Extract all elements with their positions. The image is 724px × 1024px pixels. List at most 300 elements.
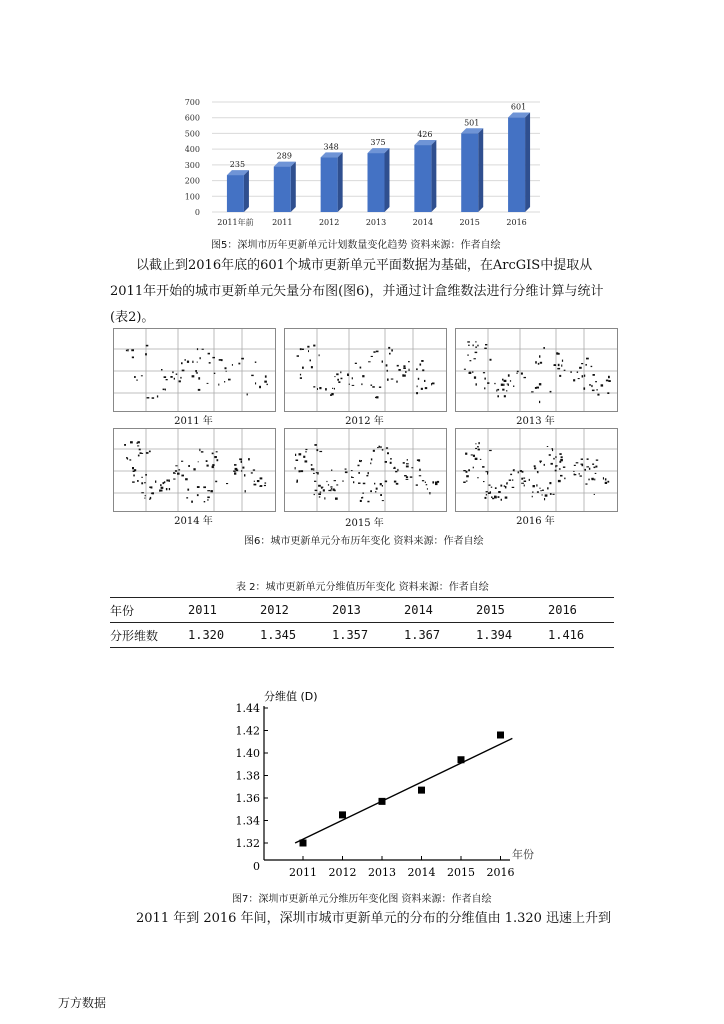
table2-caption: 表 2：城市更新单元分维值历年变化 资料来源：作者自绘 [236, 582, 489, 593]
urban-renewal-parcel [524, 481, 527, 483]
urban-renewal-parcel [382, 485, 383, 487]
urban-renewal-parcel [179, 380, 181, 382]
urban-renewal-parcel [382, 449, 384, 451]
y-tick-label: 1.36 [235, 792, 260, 805]
urban-renewal-parcel [315, 490, 318, 491]
urban-renewal-parcel [466, 471, 468, 473]
urban-renewal-parcel [300, 348, 302, 350]
urban-renewal-parcel [264, 381, 267, 383]
urban-renewal-parcel [152, 397, 155, 399]
urban-renewal-parcel [129, 459, 131, 460]
urban-renewal-parcel [328, 484, 329, 485]
urban-renewal-parcel [331, 470, 332, 471]
data-point [497, 732, 504, 739]
urban-renewal-parcel [581, 464, 583, 465]
data-point [379, 798, 386, 805]
table-cell: 1.357 [332, 623, 404, 648]
urban-renewal-parcel [549, 482, 551, 484]
urban-renewal-parcel [145, 495, 146, 496]
urban-renewal-parcel [308, 350, 309, 352]
urban-renewal-parcel [536, 484, 537, 486]
urban-renewal-parcel [225, 367, 227, 369]
urban-renewal-parcel [585, 483, 587, 484]
table-header-cell: 2012 [260, 598, 332, 623]
urban-renewal-parcel [360, 461, 362, 463]
urban-renewal-parcel [300, 377, 302, 379]
urban-renewal-parcel [382, 361, 383, 363]
urban-renewal-parcel [360, 500, 362, 502]
urban-renewal-parcel [141, 375, 143, 376]
urban-renewal-parcel [489, 450, 492, 451]
urban-renewal-parcel [177, 473, 180, 475]
urban-renewal-parcel [174, 378, 175, 380]
urban-renewal-parcel [517, 371, 519, 373]
urban-renewal-parcel [265, 375, 267, 377]
urban-renewal-parcel [473, 467, 474, 469]
map-label-2014: 2014 年 [174, 516, 213, 527]
urban-renewal-parcel [492, 498, 494, 499]
urban-renewal-parcel [336, 484, 338, 485]
urban-renewal-parcel [374, 483, 375, 485]
urban-renewal-parcel [491, 496, 492, 498]
urban-renewal-parcel [593, 374, 595, 376]
urban-renewal-parcel [591, 366, 593, 367]
urban-renewal-parcel [573, 471, 574, 472]
urban-renewal-parcel [233, 470, 236, 472]
urban-renewal-parcel [589, 468, 590, 470]
urban-renewal-parcel [313, 386, 315, 387]
x-tick-label: 2011 [272, 218, 293, 227]
urban-renewal-parcel [175, 465, 177, 466]
urban-renewal-parcel [608, 380, 611, 382]
map-panel-2016 [455, 428, 618, 512]
urban-renewal-parcel [210, 490, 213, 492]
data-point [339, 811, 346, 818]
urban-renewal-parcel [490, 359, 492, 361]
urban-renewal-parcel [198, 461, 199, 462]
urban-renewal-parcel [550, 391, 552, 393]
urban-renewal-parcel [214, 373, 216, 374]
urban-renewal-parcel [319, 451, 322, 452]
urban-renewal-parcel [234, 472, 236, 474]
urban-renewal-parcel [193, 468, 195, 470]
urban-renewal-parcel [311, 468, 313, 470]
urban-renewal-parcel [485, 344, 487, 345]
y-tick-label: 1.44 [235, 702, 260, 715]
urban-renewal-parcel [564, 478, 565, 480]
urban-renewal-parcel [368, 472, 369, 474]
urban-renewal-parcel [197, 362, 198, 363]
urban-renewal-parcel [431, 383, 432, 385]
urban-renewal-parcel [473, 455, 475, 457]
urban-renewal-parcel [594, 479, 595, 481]
bar-data-label: 501 [464, 118, 480, 128]
urban-renewal-parcel [478, 449, 480, 451]
urban-renewal-parcel [504, 395, 506, 397]
figure7-scatter-chart [226, 688, 566, 880]
urban-renewal-parcel [518, 471, 519, 473]
urban-renewal-parcel [325, 388, 327, 390]
urban-renewal-parcel [197, 486, 200, 488]
urban-renewal-parcel [406, 463, 409, 464]
urban-renewal-parcel [362, 375, 364, 377]
urban-renewal-parcel [544, 464, 545, 466]
urban-renewal-parcel [588, 479, 589, 481]
urban-renewal-parcel [563, 467, 565, 468]
urban-renewal-parcel [182, 370, 185, 372]
urban-renewal-parcel [494, 496, 497, 498]
urban-renewal-parcel [409, 369, 410, 371]
urban-renewal-parcel [396, 381, 397, 383]
urban-renewal-parcel [595, 473, 597, 474]
urban-renewal-parcel [212, 453, 214, 455]
urban-renewal-parcel [138, 455, 140, 457]
urban-renewal-parcel [303, 456, 305, 458]
urban-renewal-parcel [523, 478, 525, 479]
urban-renewal-parcel [577, 372, 578, 373]
urban-renewal-parcel [264, 485, 266, 486]
urban-renewal-parcel [570, 371, 571, 373]
urban-renewal-parcel [484, 387, 485, 389]
data-point [418, 787, 425, 794]
urban-renewal-parcel [486, 471, 487, 472]
table-cell: 分形维数 [110, 623, 188, 648]
urban-renewal-parcel [506, 390, 507, 391]
y-tick-label: 400 [184, 145, 200, 155]
urban-renewal-parcel [197, 494, 199, 496]
urban-renewal-parcel [579, 473, 581, 474]
urban-renewal-parcel [559, 375, 561, 377]
urban-renewal-parcel [187, 361, 189, 363]
urban-renewal-parcel [466, 481, 468, 482]
urban-renewal-parcel [512, 479, 513, 480]
urban-renewal-parcel [466, 475, 469, 477]
urban-renewal-parcel [150, 497, 151, 499]
urban-renewal-parcel [486, 494, 487, 496]
urban-renewal-parcel [583, 387, 585, 389]
urban-renewal-parcel [558, 364, 560, 366]
urban-renewal-parcel [141, 477, 143, 478]
urban-renewal-parcel [377, 447, 379, 448]
urban-renewal-parcel [197, 348, 198, 350]
urban-renewal-parcel [395, 471, 397, 472]
urban-renewal-parcel [181, 461, 183, 462]
y-tick-label: 100 [184, 192, 200, 202]
urban-renewal-parcel [425, 482, 426, 483]
urban-renewal-parcel [196, 372, 198, 373]
urban-renewal-parcel [319, 496, 321, 497]
urban-renewal-parcel [463, 482, 466, 484]
urban-renewal-parcel [595, 381, 597, 382]
urban-renewal-parcel [358, 483, 361, 484]
x-tick-label: 2014 [407, 866, 436, 879]
urban-renewal-parcel [536, 387, 539, 389]
urban-renewal-parcel [145, 353, 147, 355]
urban-renewal-parcel [370, 463, 371, 465]
urban-renewal-parcel [352, 477, 354, 478]
urban-renewal-parcel [516, 373, 517, 374]
urban-renewal-parcel [471, 454, 473, 455]
urban-renewal-parcel [543, 347, 545, 349]
urban-renewal-parcel [559, 461, 561, 463]
urban-renewal-parcel [475, 341, 476, 342]
x-tick-label: 2011年前 [217, 218, 254, 227]
urban-renewal-parcel [495, 487, 497, 489]
urban-renewal-parcel [137, 441, 140, 443]
urban-renewal-parcel [173, 479, 175, 480]
urban-renewal-parcel [559, 453, 561, 455]
urban-renewal-parcel [353, 481, 354, 483]
urban-renewal-parcel [478, 442, 479, 444]
urban-renewal-parcel [426, 484, 428, 485]
urban-renewal-parcel [334, 376, 335, 377]
urban-renewal-parcel [335, 498, 338, 500]
urban-renewal-parcel [349, 384, 350, 385]
urban-renewal-parcel [126, 350, 127, 352]
urban-renewal-parcel [508, 374, 510, 376]
urban-renewal-parcel [137, 445, 139, 446]
urban-renewal-parcel [503, 384, 504, 386]
urban-renewal-parcel [411, 467, 413, 468]
urban-renewal-parcel [331, 488, 332, 489]
bar-data-label: 601 [510, 102, 527, 112]
y-tick-label: 0 [253, 860, 260, 873]
bar-side [291, 162, 296, 212]
urban-renewal-parcel [379, 387, 381, 388]
bar-data-label: 426 [417, 130, 433, 140]
urban-renewal-parcel [209, 362, 211, 364]
urban-renewal-parcel [334, 480, 336, 481]
urban-renewal-parcel [497, 389, 499, 391]
urban-renewal-parcel [376, 351, 379, 353]
urban-renewal-parcel [596, 389, 597, 390]
urban-renewal-parcel [318, 493, 321, 495]
urban-renewal-parcel [141, 453, 144, 454]
urban-renewal-parcel [542, 490, 544, 491]
urban-renewal-parcel [509, 480, 511, 481]
urban-renewal-parcel [181, 475, 184, 477]
urban-renewal-parcel [539, 355, 540, 357]
urban-renewal-parcel [191, 501, 193, 503]
urban-renewal-parcel [521, 373, 523, 375]
bar-side [244, 170, 249, 212]
urban-renewal-parcel [172, 371, 173, 373]
urban-renewal-parcel [592, 390, 595, 392]
urban-renewal-parcel [355, 363, 357, 364]
urban-renewal-parcel [370, 490, 372, 492]
urban-renewal-parcel [265, 482, 267, 483]
urban-renewal-parcel [396, 483, 399, 485]
urban-renewal-parcel [132, 357, 134, 359]
urban-renewal-parcel [313, 473, 315, 474]
urban-renewal-parcel [297, 355, 299, 357]
x-tick-label: 2015 [447, 866, 475, 879]
urban-renewal-parcel [480, 459, 481, 460]
urban-renewal-parcel [146, 345, 149, 347]
urban-renewal-parcel [472, 371, 473, 372]
urban-renewal-parcel [397, 365, 399, 367]
urban-renewal-parcel [592, 479, 594, 480]
urban-renewal-parcel [574, 474, 577, 475]
urban-renewal-parcel [432, 383, 435, 385]
urban-renewal-parcel [416, 368, 418, 370]
urban-renewal-parcel [531, 391, 534, 392]
urban-renewal-parcel [257, 480, 260, 482]
urban-renewal-parcel [254, 481, 255, 482]
urban-renewal-parcel [212, 466, 214, 468]
urban-renewal-parcel [361, 497, 362, 499]
y-tick-label: 1.42 [235, 724, 260, 738]
urban-renewal-parcel [207, 497, 210, 499]
urban-renewal-parcel [216, 451, 218, 452]
urban-renewal-parcel [559, 468, 561, 469]
urban-renewal-parcel [537, 491, 539, 493]
urban-renewal-parcel [314, 481, 316, 482]
urban-renewal-parcel [397, 469, 398, 471]
urban-renewal-parcel [207, 499, 208, 500]
urban-renewal-parcel [160, 484, 162, 486]
urban-renewal-parcel [178, 469, 180, 470]
urban-renewal-parcel [207, 490, 210, 491]
urban-renewal-parcel [300, 374, 301, 376]
urban-renewal-parcel [484, 348, 487, 349]
urban-renewal-parcel [320, 492, 322, 493]
urban-renewal-parcel [476, 383, 477, 385]
urban-renewal-parcel [557, 368, 560, 370]
urban-renewal-parcel [507, 482, 508, 484]
urban-renewal-parcel [422, 369, 424, 371]
urban-renewal-parcel [473, 345, 474, 347]
urban-renewal-parcel [508, 384, 509, 386]
urban-renewal-parcel [591, 385, 592, 387]
table2 [110, 597, 614, 648]
bar-data-label: 289 [276, 151, 292, 161]
urban-renewal-parcel [407, 459, 408, 461]
urban-renewal-parcel [429, 492, 430, 494]
urban-renewal-parcel [318, 485, 321, 487]
urban-renewal-parcel [267, 384, 268, 385]
urban-renewal-parcel [561, 365, 562, 367]
urban-renewal-parcel [467, 341, 470, 342]
urban-renewal-parcel [529, 479, 530, 481]
urban-renewal-parcel [589, 384, 591, 386]
urban-renewal-parcel [144, 482, 146, 483]
urban-renewal-parcel [510, 380, 511, 382]
urban-renewal-parcel [166, 488, 168, 490]
table-header-cell: 2011 [188, 598, 260, 623]
y-tick-label: 1.34 [235, 814, 260, 828]
urban-renewal-parcel [184, 359, 186, 360]
urban-renewal-parcel [468, 345, 469, 346]
urban-renewal-parcel [522, 471, 524, 473]
figure6-caption: 图6：城市更新单元分布历年变化 资料来源：作者自绘 [244, 536, 484, 547]
urban-renewal-parcel [605, 482, 607, 484]
urban-renewal-parcel [474, 358, 476, 359]
urban-renewal-parcel [554, 364, 556, 366]
urban-renewal-parcel [332, 388, 333, 389]
urban-renewal-parcel [485, 497, 487, 499]
bar-data-label: 375 [370, 138, 386, 148]
urban-renewal-parcel [358, 472, 360, 474]
urban-renewal-parcel [584, 375, 585, 377]
urban-renewal-parcel [367, 501, 369, 503]
urban-renewal-parcel [603, 477, 604, 479]
y-tick-label: 1.40 [235, 747, 260, 760]
urban-renewal-parcel [463, 470, 466, 471]
bar [227, 175, 244, 212]
urban-renewal-parcel [416, 392, 418, 394]
urban-renewal-parcel [180, 377, 181, 379]
urban-renewal-parcel [421, 360, 423, 362]
urban-renewal-parcel [513, 386, 514, 388]
urban-renewal-parcel [181, 362, 183, 364]
urban-renewal-parcel [259, 386, 261, 388]
urban-renewal-parcel [307, 346, 309, 348]
y-tick-label: 1.38 [235, 769, 260, 783]
urban-renewal-parcel [314, 444, 317, 446]
urban-renewal-parcel [498, 496, 500, 498]
urban-renewal-parcel [402, 374, 404, 376]
urban-renewal-parcel [468, 373, 470, 374]
urban-renewal-parcel [538, 363, 540, 365]
urban-renewal-parcel [301, 470, 304, 472]
urban-renewal-parcel [506, 483, 508, 484]
urban-renewal-parcel [164, 376, 167, 378]
urban-renewal-parcel [363, 483, 366, 485]
trendline [295, 738, 512, 843]
urban-renewal-parcel [295, 454, 296, 456]
urban-renewal-parcel [214, 456, 217, 458]
urban-renewal-parcel [491, 487, 492, 488]
urban-renewal-parcel [608, 376, 610, 378]
urban-renewal-parcel [238, 363, 240, 365]
urban-renewal-parcel [305, 451, 306, 452]
urban-renewal-parcel [576, 462, 579, 463]
urban-renewal-parcel [145, 474, 147, 476]
urban-renewal-parcel [147, 397, 150, 398]
y-tick-label: 1.32 [235, 837, 260, 850]
urban-renewal-parcel [207, 465, 209, 467]
urban-renewal-parcel [573, 379, 575, 381]
urban-renewal-parcel [133, 475, 135, 477]
urban-renewal-parcel [470, 360, 472, 361]
urban-renewal-parcel [319, 387, 321, 389]
urban-renewal-parcel [358, 465, 360, 467]
urban-renewal-parcel [524, 377, 527, 378]
urban-renewal-parcel [299, 453, 302, 455]
map-label-2015: 2015 年 [345, 518, 384, 529]
urban-renewal-parcel [505, 497, 508, 499]
urban-renewal-parcel [341, 378, 343, 380]
urban-renewal-parcel [489, 485, 491, 486]
urban-renewal-parcel [166, 480, 168, 482]
urban-renewal-parcel [260, 477, 263, 479]
urban-renewal-parcel [394, 481, 396, 483]
urban-renewal-parcel [340, 372, 341, 374]
urban-renewal-parcel [562, 360, 563, 362]
urban-renewal-parcel [501, 499, 502, 501]
urban-renewal-parcel [486, 491, 488, 492]
x-tick-label: 2013 [365, 218, 387, 227]
urban-renewal-parcel [403, 365, 405, 367]
urban-renewal-parcel [218, 384, 219, 386]
urban-renewal-parcel [607, 392, 609, 394]
urban-renewal-parcel [157, 395, 158, 397]
urban-renewal-parcel [406, 479, 409, 480]
urban-renewal-parcel [487, 382, 489, 384]
urban-renewal-parcel [375, 491, 376, 493]
urban-renewal-parcel [330, 394, 332, 396]
